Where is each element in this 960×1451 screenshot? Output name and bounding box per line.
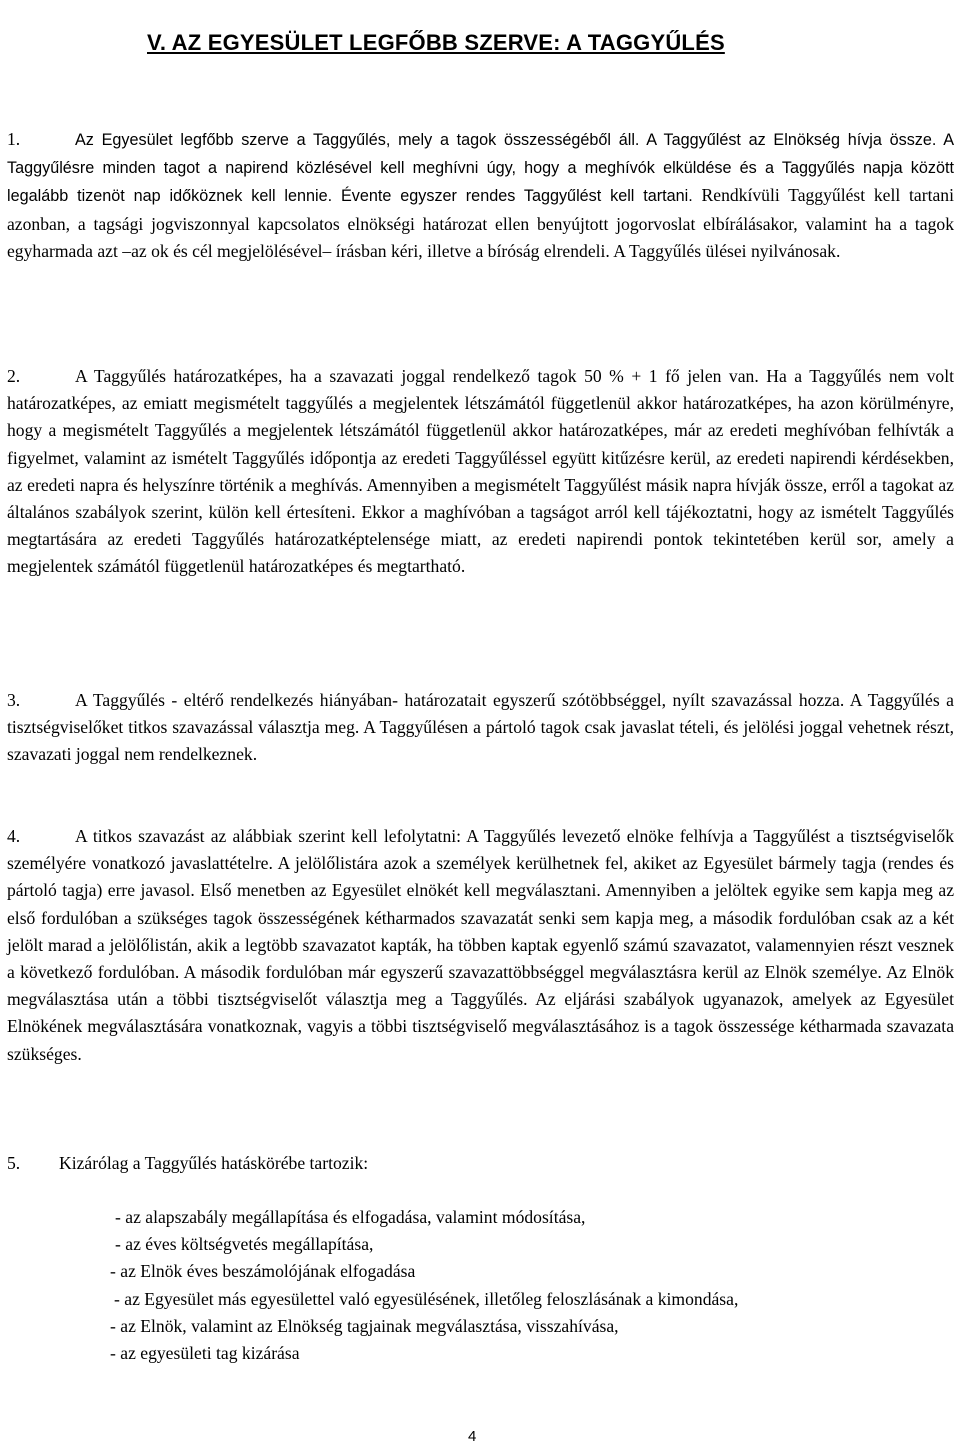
- paragraph-3: [7, 687, 954, 769]
- list-item: - az éves költségvetés megállapítása,: [115, 1234, 374, 1255]
- paragraph-number: 4.: [7, 826, 21, 846]
- list-item: - az Elnök éves beszámolójának elfogadása: [110, 1261, 416, 1282]
- paragraph-number: 3.: [7, 690, 21, 710]
- paragraph-number: 5.: [7, 1153, 21, 1173]
- section-title: V. AZ EGYESÜLET LEGFŐBB SZERVE: A TAGGYŰLÉS: [147, 30, 725, 55]
- competence-list: [110, 1204, 956, 1367]
- page-number: 4: [468, 1428, 477, 1445]
- paragraph-number: 1.: [7, 129, 21, 149]
- paragraph-2: [7, 363, 954, 581]
- paragraph-text: Rendkívüli Taggyűlést kell tartani azonban, a tagsági jogviszonnyal kapcsolatos elnökségi határozat ellen benyújtott jogorvoslat elbírálásakor, valamint ha a tagok egyharmada azt –az ok és cél megjelölésével– írásban kéri, illetve a bíróság elrendeli. A Taggyűlés ülései nyilvánosak.: [7, 185, 954, 261]
- paragraph-text: Az Egyesület legfőbb szerve a Taggyűlés, mely a tagok összességéből áll. A Taggyűlést az Elnökség hívja össze. A Taggyűlésre minden tagot a napirend közlésével kell meghívni úgy, hogy a meghívók elküldése és a Taggyűlés napja között legalább tizenöt nap időköznek kell lennie. Évente egyszer rendes Taggyűlést kell tartani.: [7, 131, 954, 206]
- list-item: - az alapszabály megállapítása és elfogadása, valamint módosítása,: [115, 1207, 586, 1227]
- list-item: - az Egyesület más egyesülettel való egyesülésének, illetőleg feloszlásának a kimondása,: [114, 1288, 739, 1309]
- paragraph-5: [7, 1150, 954, 1177]
- paragraph-number: 2.: [7, 366, 21, 386]
- paragraph-text: A Taggyűlés - eltérő rendelkezés hiányában- határozatait egyszerű szótöbbséggel, nyílt szavazással hozza. A Taggyűlés a tisztségviselőket titkos szavazással választja meg. A Taggyűlésen a pártoló tagok csak javaslat tételi, és jelölési joggal vehetnek részt, szavazati joggal nem rendelkeznek.: [7, 690, 954, 765]
- list-item: - az egyesületi tag kizárása: [110, 1343, 300, 1364]
- list-item: - az Elnök, valamint az Elnökség tagjainak megválasztása, visszahívása,: [110, 1315, 619, 1336]
- paragraph-text: Kizárólag a Taggyűlés hatáskörébe tartozik:: [59, 1153, 369, 1173]
- paragraph-1: [7, 126, 954, 265]
- paragraph-text: A Taggyűlés határozatképes, ha a szavazati joggal rendelkező tagok 50 % + 1 fő jelen van. Ha a Taggyűlés nem volt határozatképes, az emiatt megismételt taggyűlés a megjelentek létszámától függetlenül akkor határozatképes, ha azon körülményre, hogy a megismételt Taggyűlés a megjelentek létszámától függetlenül akkor határozatképes, már az eredeti meghívóban felhívták a figyelmet, valamint az ismételt Taggyűlés időpontja az eredeti Taggyűléssel együtt kitűzésre kerül, az eredeti napirendi kérdésekben, az eredeti napra és helyszínre történik a meghívás. Amennyiben a megismételt Taggyűlést másik napra hívják össze, erről a tagokat az általános szabályok szerint, külön kell értesíteni. Ekkor a maghívóban a tagságot arról kell tájékoztatni, hogy az ismételt Taggyűlés megtartására az eredeti Taggyűlés határozatképtelensége miatt, az eredeti napirendi pontok tekintetében kerül sor, amely a megjelentek számától függetlenül határozatképes és megtartható.: [7, 366, 954, 577]
- paragraph-4: [7, 823, 954, 1068]
- paragraph-text: A titkos szavazást az alábbiak szerint kell lefolytatni: A Taggyűlés levezető elnöke felhívja a Taggyűlést a tisztségviselők személyére vonatkozó javaslattételre. A jelölőlistára azok a személyek kerülhetnek fel, akiket az Egyesület bármely tagja (rendes és pártoló tagja) erre javasol. Első menetben az Egyesület elnökét kell megválasztani. Amennyiben a jelöltek egyike sem kapja meg az első fordulóban a szükséges tagok összességének kétharmados szavazatát senki sem kapja meg, a második fordulóban csak az a két jelölt marad a jelölőlistán, akik a legtöbb szavazatot kapták, ha többen kaptak egyenlő számú szavazatot, valamennyien részt vesznek a következő fordulóban. A második fordulóban már egyszerű szavazattöbbséggel megválasztásra kerül az Elnök személye. Az Elnök megválasztása után a többi tisztségviselőt választja meg a Taggyűlés. Az eljárási szabályok ugyanazok, amelyek az Egyesület Elnökének megválasztására vonatkoznak, vagyis a többi tisztségviselő megválasztásához is a tagok összessége kétharmada szavazata szükséges.: [7, 826, 954, 1064]
